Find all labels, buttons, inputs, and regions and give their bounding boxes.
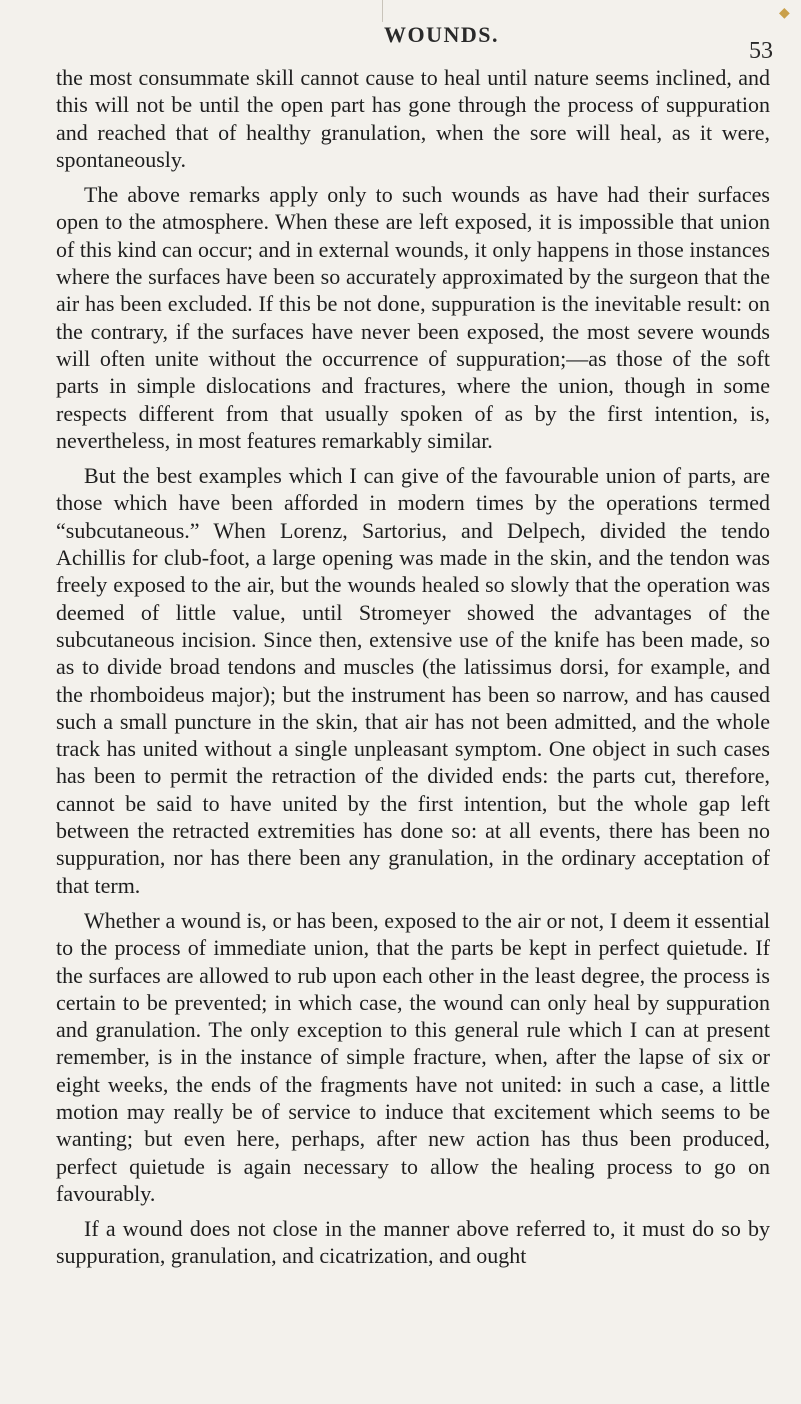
running-head: WOUNDS.	[384, 22, 500, 47]
paragraph-subcutaneous-operations: But the best examples which I can give of the favourable union of parts, are those which have been afforded in modern times by the operations termed “subcutaneous.” When Lorenz, Sartorius, and Delpech, divided the tendo Achillis for club-foot, a large opening was made in the skin, and the tendon was freely exposed to the air, but the wounds healed so slowly that the operation was deemed of little value, until Stromeyer showed the advantages of the subcutaneous incision. Since then, extensive use of the knife has been made, so as to divide broad tendons and muscles (the latissimus dorsi, for example, and the rhomboideus major); but the instrument has been so narrow, and has caused such a small puncture in the skin, that air has not been admitted, and the whole track has united without a single unpleasant symptom. One object in such cases has been to permit the retraction of the divided ends: the parts cut, therefore, cannot be said to have united by the first intention, but the whole gap left between the retracted extremities has done so: at all events, there has been no suppuration, nor has there been any granulation, in the ordinary acceptation of that term.	[56, 463, 770, 898]
page-number: 53	[749, 38, 773, 64]
body-text	[56, 64, 770, 1270]
binding-mark	[382, 0, 393, 22]
paragraph-continuation: the most consummate skill cannot cause to heal until nature seems inclined, and this will not be until the open part has gone through the process of suppuration and reached that of healthy granulation, when the sore will heal, as it were, spontaneously.	[56, 65, 770, 172]
paragraph-quietude: Whether a wound is, or has been, exposed to the air or not, I deem it essential to the process of immediate union, that the parts be kept in perfect quietude. If the surfaces are allowed to rub upon each other in the least degree, the process is certain to be prevented; in which case, the wound can only heal by suppuration and granulation. The only exception to this general rule which I can at present remember, is in the instance of simple fracture, when, after the lapse of six or eight weeks, the ends of the fragments have not united: in such a case, a little motion may really be of service to induce that excitement which seems to be wanting; but even here, perhaps, after new action has thus been produced, perfect quietude is again necessary to allow the healing process to go on favourably.	[56, 907, 770, 1206]
paragraph-exposed-surfaces: The above remarks apply only to such wounds as have had their surfaces open to the atmosphere. When these are left exposed, it is impossible that union of this kind can occur; and in external wounds, it only happens in those instances where the surfaces have been so accurately approximated by the surgeon that the air has been excluded. If this be not done, suppuration is the inevitable result: on the contrary, if the surfaces have never been exposed, the most severe wounds will often unite without the occurrence of suppuration;—as those of the soft parts in simple dislocations and fractures, where the union, though in some respects different from that usually spoken of as by the first intention, is, nevertheless, in most features remarkably similar.	[56, 182, 770, 453]
paragraph-suppuration: If a wound does not close in the manner above referred to, it must do so by suppuration, granulation, and cicatrization, and ought	[56, 1216, 770, 1269]
corner-ornament-icon: ◆	[779, 6, 790, 21]
